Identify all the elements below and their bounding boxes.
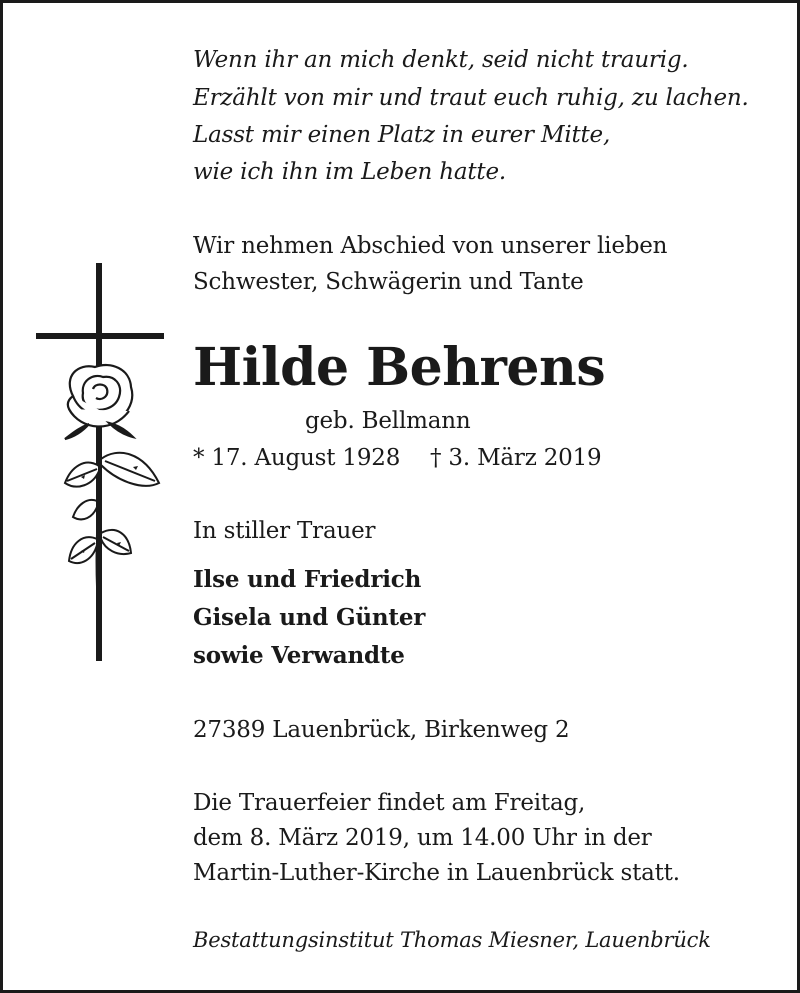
death-date: † 3. März 2019 [430, 445, 602, 471]
cross-with-rose-icon [33, 261, 168, 663]
deceased-name: Hilde Behrens [193, 337, 606, 398]
birth-date: * 17. August 1928 [193, 445, 401, 471]
poem-line: wie ich ihn im Leben hatte. [193, 159, 506, 185]
poem-line: Erzählt von mir und traut euch ruhig, zu lachen. [193, 85, 749, 111]
poem-line: Lasst mir einen Platz in eurer Mitte, [193, 122, 611, 148]
service-line: Martin-Luther-Kirche in Lauenbrück statt. [193, 860, 680, 886]
intro-line: Schwester, Schwägerin und Tante [193, 269, 584, 295]
maiden-name: geb. Bellmann [305, 408, 471, 434]
mourner-line: sowie Verwandte [193, 642, 405, 669]
mourning-label: In stiller Trauer [193, 518, 376, 544]
intro-line: Wir nehmen Abschied von unserer lieben [193, 233, 668, 259]
poem-line: Wenn ihr an mich denkt, seid nicht traurig. [193, 47, 689, 73]
service-line: dem 8. März 2019, um 14.00 Uhr in der [193, 825, 652, 851]
mourner-line: Gisela und Günter [193, 604, 426, 631]
service-line: Die Trauerfeier findet am Freitag, [193, 790, 586, 816]
mourner-line: Ilse und Friedrich [193, 566, 422, 593]
address: 27389 Lauenbrück, Birkenweg 2 [193, 717, 570, 743]
undertaker: Bestattungsinstitut Thomas Miesner, Lauenbrück [193, 928, 711, 952]
